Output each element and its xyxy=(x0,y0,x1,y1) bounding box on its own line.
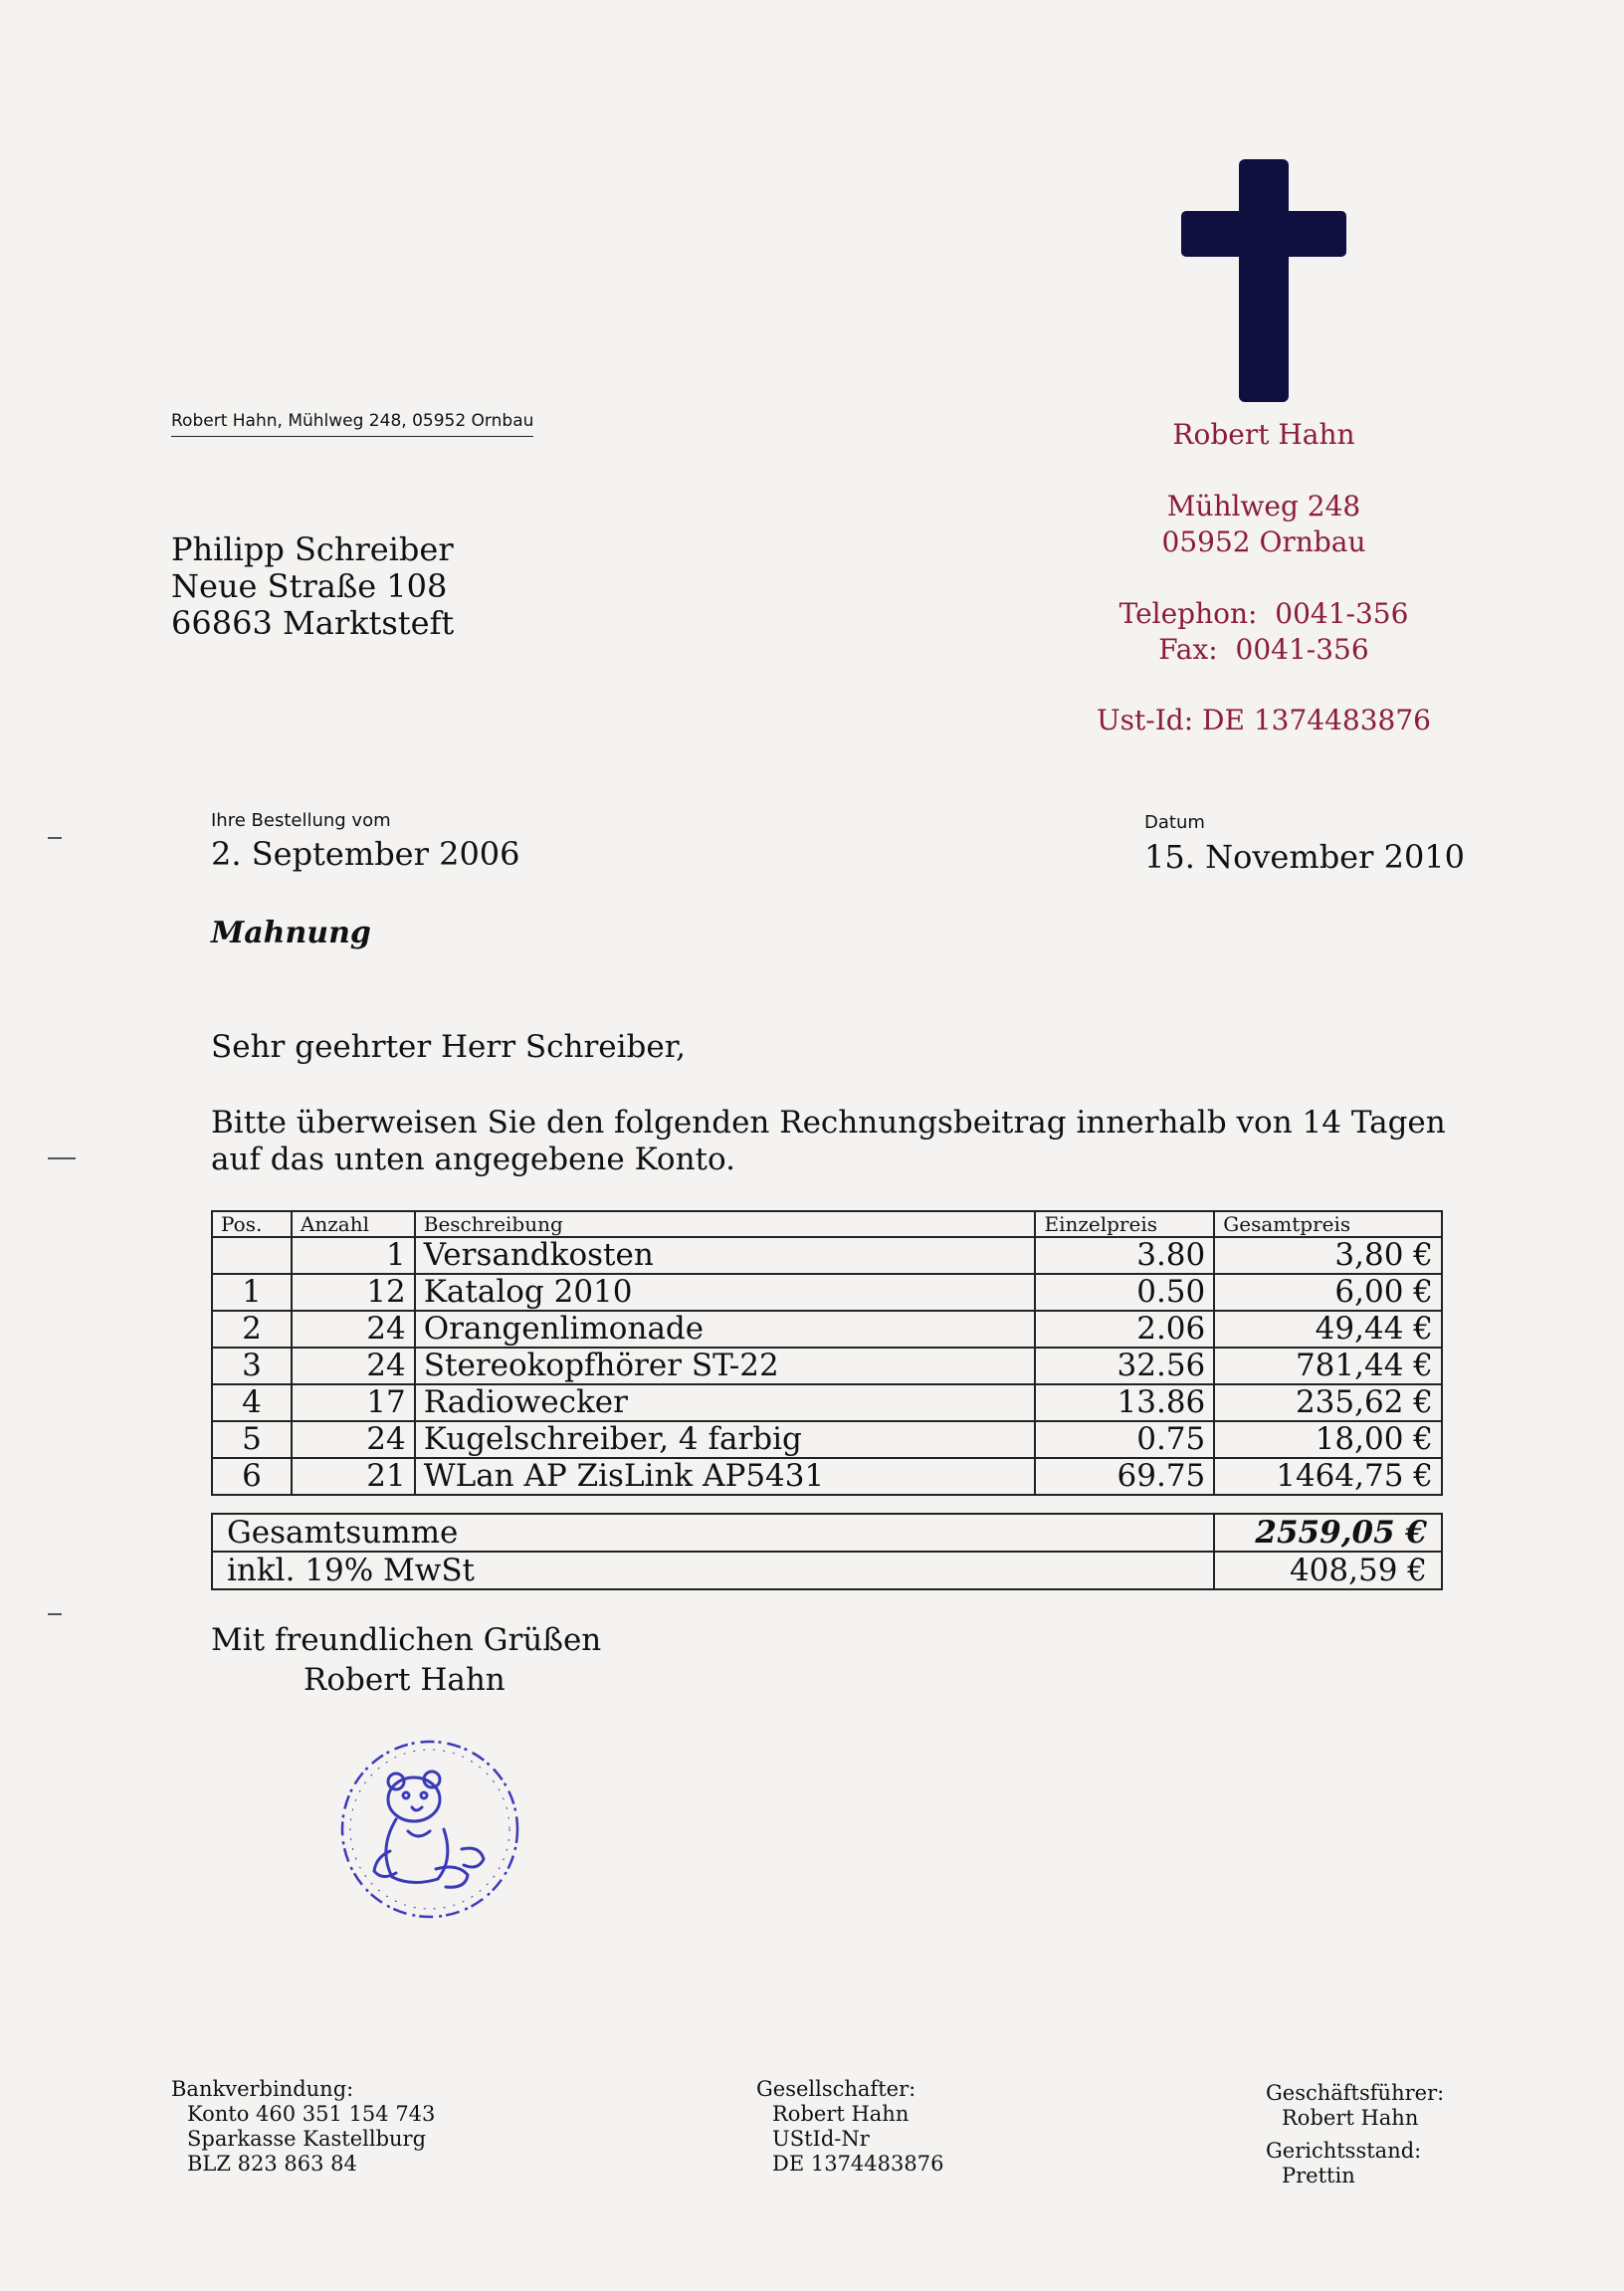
cell-beschreibung: Kugelschreiber, 4 farbig xyxy=(415,1421,1036,1458)
body-line-2: auf das unten angegebene Konto. xyxy=(211,1142,735,1177)
cell-anzahl: 17 xyxy=(292,1384,415,1421)
recipient-name: Philipp Schreiber xyxy=(171,530,454,568)
cell-anzahl: 12 xyxy=(292,1274,415,1311)
letterhead-street: Mühlweg 248 xyxy=(1166,490,1361,522)
letterhead-name: Robert Hahn xyxy=(1172,418,1355,451)
cell-gesamtpreis: 18,00 € xyxy=(1214,1421,1442,1458)
vat-value: 408,59 € xyxy=(1214,1552,1442,1589)
cell-pos xyxy=(212,1237,292,1274)
subject: Mahnung xyxy=(211,916,371,950)
cross-icon xyxy=(1181,159,1346,402)
letterhead-fax: Fax: 0041-356 xyxy=(1158,633,1369,666)
footer-bank-title: Bankverbindung: xyxy=(171,2077,354,2101)
cell-pos: 5 xyxy=(212,1421,292,1458)
table-row xyxy=(212,1237,1442,1274)
footer-bank-name: Sparkasse Kastellburg xyxy=(187,2127,427,2151)
table-row xyxy=(212,1384,1442,1421)
recipient-street: Neue Straße 108 xyxy=(171,567,448,605)
total-row xyxy=(212,1514,1442,1552)
cell-anzahl: 24 xyxy=(292,1311,415,1348)
cell-beschreibung: Katalog 2010 xyxy=(415,1274,1036,1311)
footer-manager-title: Geschäftsführer: xyxy=(1266,2081,1445,2105)
total-value: 2559,05 € xyxy=(1214,1514,1442,1552)
letterhead-telephone: Telephon: 0041-356 xyxy=(1118,597,1409,630)
cell-beschreibung: Stereokopfhörer ST-22 xyxy=(415,1348,1036,1384)
cell-beschreibung: Versandkosten xyxy=(415,1237,1036,1274)
footer-court: Prettin xyxy=(1282,2164,1355,2187)
items-table xyxy=(211,1210,1443,1496)
stamp-icon xyxy=(332,1732,527,1927)
cell-gesamtpreis: 3,80 € xyxy=(1214,1237,1442,1274)
cell-anzahl: 1 xyxy=(292,1237,415,1274)
table-row xyxy=(212,1421,1442,1458)
footer-bank-konto: Konto 460 351 154 743 xyxy=(187,2102,436,2126)
order-date: 2. September 2006 xyxy=(211,835,520,873)
order-date-label: Ihre Bestellung vom xyxy=(211,810,391,831)
closing-name: Robert Hahn xyxy=(304,1662,506,1698)
footer-bank-blz: BLZ 823 863 84 xyxy=(187,2152,357,2176)
body-line-1: Bitte überweisen Sie den folgenden Rechnungsbeitrag innerhalb von 14 Tagen xyxy=(211,1105,1446,1141)
cell-gesamtpreis: 49,44 € xyxy=(1214,1311,1442,1348)
cell-einzelpreis: 3.80 xyxy=(1035,1237,1214,1274)
cell-einzelpreis: 13.86 xyxy=(1035,1384,1214,1421)
cell-pos: 4 xyxy=(212,1384,292,1421)
header-beschreibung: Beschreibung xyxy=(415,1211,1036,1237)
header-pos: Pos. xyxy=(212,1211,292,1237)
punch-mark xyxy=(48,1157,76,1159)
cell-einzelpreis: 32.56 xyxy=(1035,1348,1214,1384)
table-row xyxy=(212,1348,1442,1384)
cell-pos: 1 xyxy=(212,1274,292,1311)
cell-anzahl: 24 xyxy=(292,1348,415,1384)
totals-table xyxy=(211,1513,1443,1590)
cell-anzahl: 21 xyxy=(292,1458,415,1495)
footer-manager xyxy=(1266,2081,1444,2188)
cell-beschreibung: WLan AP ZisLink AP5431 xyxy=(415,1458,1036,1495)
cell-pos: 3 xyxy=(212,1348,292,1384)
table-header-row xyxy=(212,1211,1442,1237)
recipient-city: 66863 Marktsteft xyxy=(171,604,455,642)
cell-einzelpreis: 69.75 xyxy=(1035,1458,1214,1495)
cell-gesamtpreis: 6,00 € xyxy=(1214,1274,1442,1311)
footer-partner-ustid-label: UStId-Nr xyxy=(772,2127,870,2151)
vat-row xyxy=(212,1552,1442,1589)
cell-anzahl: 24 xyxy=(292,1421,415,1458)
sender-address-line: Robert Hahn, Mühlweg 248, 05952 Ornbau xyxy=(171,411,533,437)
header-gesamtpreis: Gesamtpreis xyxy=(1214,1211,1442,1237)
footer-bank xyxy=(171,2077,435,2177)
total-label: Gesamtsumme xyxy=(212,1514,1214,1552)
cell-einzelpreis: 0.75 xyxy=(1035,1421,1214,1458)
footer-court-label: Gerichtsstand: xyxy=(1266,2139,1422,2163)
cell-einzelpreis: 2.06 xyxy=(1035,1311,1214,1348)
table-row xyxy=(212,1458,1442,1495)
closing-greeting: Mit freundlichen Grüßen xyxy=(211,1622,602,1658)
footer-partner-ustid: DE 1374483876 xyxy=(772,2152,944,2176)
letter-date: 15. November 2010 xyxy=(1144,838,1466,876)
fold-mark xyxy=(48,1613,62,1615)
salutation: Sehr geehrter Herr Schreiber, xyxy=(211,1029,686,1065)
fold-mark xyxy=(48,837,62,839)
cell-einzelpreis: 0.50 xyxy=(1035,1274,1214,1311)
vat-label: inkl. 19% MwSt xyxy=(212,1552,1214,1589)
footer-manager-name: Robert Hahn xyxy=(1282,2106,1419,2130)
table-row xyxy=(212,1311,1442,1348)
date-label: Datum xyxy=(1144,812,1205,833)
cell-pos: 6 xyxy=(212,1458,292,1495)
footer-partner-name: Robert Hahn xyxy=(772,2102,910,2126)
header-einzelpreis: Einzelpreis xyxy=(1035,1211,1214,1237)
letterhead-ust-id: Ust-Id: DE 1374483876 xyxy=(1097,704,1431,736)
cell-pos: 2 xyxy=(212,1311,292,1348)
table-row xyxy=(212,1274,1442,1311)
cell-beschreibung: Orangenlimonade xyxy=(415,1311,1036,1348)
cell-beschreibung: Radiowecker xyxy=(415,1384,1036,1421)
header-anzahl: Anzahl xyxy=(292,1211,415,1237)
letterhead-city: 05952 Ornbau xyxy=(1161,525,1366,558)
cell-gesamtpreis: 781,44 € xyxy=(1214,1348,1442,1384)
footer-partner xyxy=(756,2077,943,2177)
cell-gesamtpreis: 235,62 € xyxy=(1214,1384,1442,1421)
footer-partner-title: Gesellschafter: xyxy=(756,2077,916,2101)
cell-gesamtpreis: 1464,75 € xyxy=(1214,1458,1442,1495)
